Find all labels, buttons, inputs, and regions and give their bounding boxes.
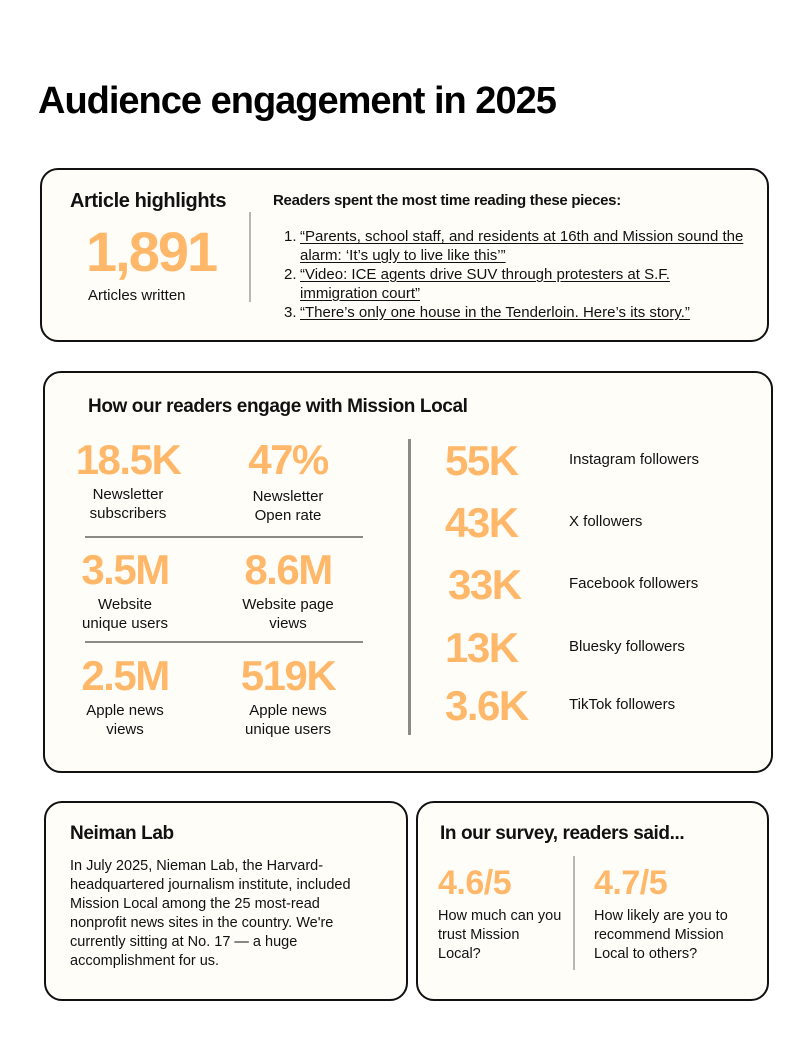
page-title: Audience engagement in 2025 (38, 80, 556, 122)
survey-score: 4.7/5 (594, 864, 668, 902)
engagement-title: How our readers engage with Mission Local (88, 396, 468, 417)
stat-value: 18.5K (75, 436, 181, 483)
list-number: 3. (284, 304, 297, 321)
social-facebook (445, 561, 765, 613)
stat-label: Newsletter subscribers (89, 486, 167, 522)
survey-question: How likely are you to recommend Mission Local to others? (594, 908, 728, 962)
article-link[interactable]: “Video: ICE agents drive SUV through protesters at S.F. immigration court” (300, 266, 670, 302)
stat-apple-news-unique-users (213, 653, 363, 739)
survey-trust (438, 863, 563, 964)
engagement-card (43, 371, 773, 773)
top-reads-title: Readers spent the most time reading these pieces: (273, 192, 621, 209)
vertical-divider (573, 856, 575, 970)
stat-value: 2.5M (81, 652, 169, 699)
neiman-lab-title: Neiman Lab (70, 823, 174, 844)
social-label: X followers (569, 513, 643, 530)
vertical-divider (249, 212, 251, 302)
stat-apple-news-views (50, 653, 200, 739)
social-instagram (445, 437, 765, 489)
stat-value: 519K (240, 652, 336, 699)
article-highlights-title: Article highlights (70, 190, 227, 212)
list-number: 1. (284, 228, 297, 245)
survey-recommend (594, 863, 744, 964)
social-label: Facebook followers (569, 575, 699, 592)
social-value: 13K (445, 624, 518, 671)
stat-label: Website page views (242, 596, 334, 632)
top-read-item (284, 303, 744, 322)
stat-value: 3.5M (81, 546, 169, 593)
stat-label: Website unique users (82, 596, 168, 632)
article-highlights-card (40, 168, 769, 342)
top-read-item (284, 227, 744, 265)
stat-label: Apple news unique users (245, 702, 331, 738)
social-bluesky (445, 624, 765, 676)
vertical-divider (408, 439, 411, 735)
social-tiktok (445, 682, 765, 734)
neiman-lab-card (44, 801, 408, 1001)
horizontal-divider (85, 641, 363, 643)
survey-score: 4.6/5 (438, 864, 512, 902)
social-value: 3.6K (445, 682, 528, 729)
stat-newsletter-subscribers (53, 437, 203, 523)
stat-label: Newsletter Open rate (252, 488, 324, 524)
social-label: Bluesky followers (569, 638, 685, 655)
horizontal-divider (85, 536, 363, 538)
stat-website-page-views (213, 547, 363, 633)
neiman-lab-body: In July 2025, Nieman Lab, the Harvard-headquartered journalism institute, included Mission Local among the 25 most-read nonprofit news sites in the country. We're currently sitting at No. 17 — a huge accomplishment for us. (70, 858, 351, 969)
stat-label: Apple news views (86, 702, 164, 738)
top-reads-list (284, 227, 744, 322)
article-link[interactable]: “There’s only one house in the Tenderloin. Here’s its story.” (300, 304, 690, 321)
survey-title: In our survey, readers said... (440, 823, 685, 844)
top-read-item (284, 265, 744, 303)
social-x (445, 499, 765, 551)
articles-written-count: 1,891 (86, 220, 217, 283)
articles-written-label: Articles written (88, 287, 186, 304)
article-link[interactable]: “Parents, school staff, and residents at 16th and Mission sound the alarm: ‘It’s ugly to live like this’” (300, 228, 744, 264)
social-value: 55K (445, 437, 518, 484)
social-label: TikTok followers (569, 696, 676, 713)
stat-value: 47% (248, 436, 328, 483)
social-label: Instagram followers (569, 451, 700, 468)
stat-newsletter-open-rate (213, 437, 363, 525)
social-value: 33K (448, 561, 521, 608)
stat-value: 8.6M (244, 546, 332, 593)
survey-question: How much can you trust Mission Local? (438, 908, 562, 962)
social-value: 43K (445, 499, 518, 546)
list-number: 2. (284, 266, 297, 283)
survey-card (416, 801, 769, 1001)
stat-website-unique-users (50, 547, 200, 633)
